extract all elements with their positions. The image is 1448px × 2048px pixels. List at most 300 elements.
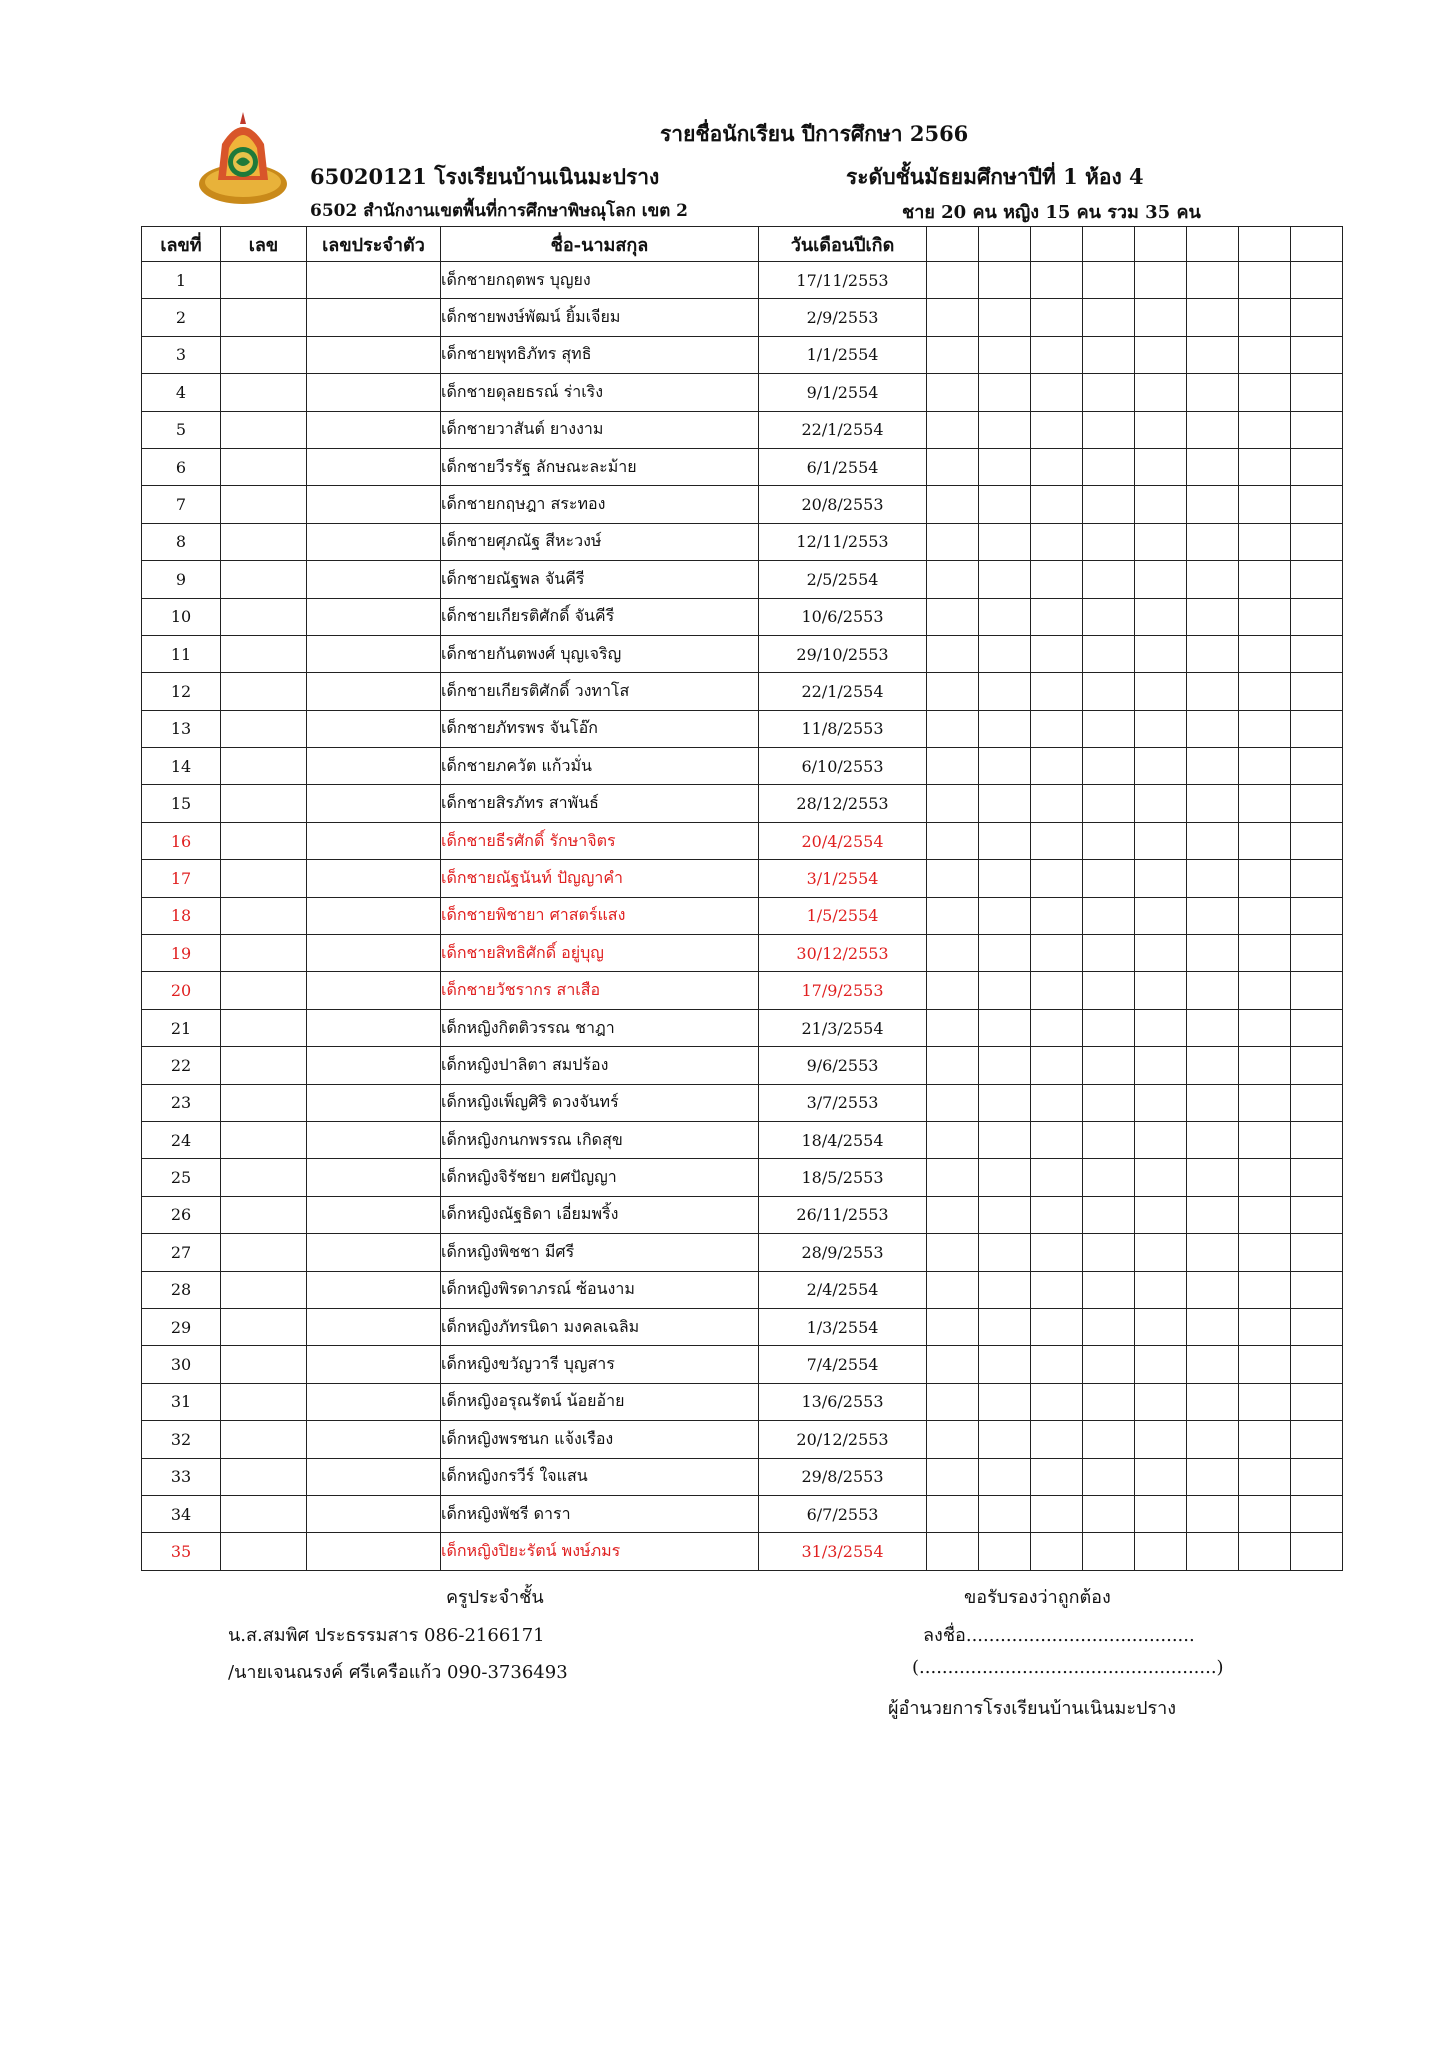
cell-blank	[1187, 673, 1239, 710]
cell-blank	[1031, 1308, 1083, 1345]
cell-blank	[1031, 1121, 1083, 1158]
cell-birth-date: 12/11/2553	[759, 523, 927, 560]
cell-code	[221, 561, 307, 598]
header-blank	[1083, 227, 1135, 262]
cell-student-id	[307, 1495, 441, 1532]
cell-student-id	[307, 411, 441, 448]
cell-student-id	[307, 1047, 441, 1084]
cell-blank	[927, 486, 979, 523]
cell-blank	[927, 1121, 979, 1158]
cell-blank	[1291, 1047, 1343, 1084]
cell-blank	[1291, 635, 1343, 672]
cell-full-name: เด็กชายพิชายา ศาสตร์แสง	[441, 897, 759, 934]
cell-blank	[1239, 1159, 1291, 1196]
cell-birth-date: 9/1/2554	[759, 374, 927, 411]
cell-code	[221, 411, 307, 448]
cell-student-id	[307, 1159, 441, 1196]
cell-blank	[1083, 1458, 1135, 1495]
cell-blank	[927, 860, 979, 897]
cell-blank	[979, 561, 1031, 598]
cell-code	[221, 486, 307, 523]
cell-blank	[1031, 897, 1083, 934]
cell-birth-date: 18/5/2553	[759, 1159, 927, 1196]
cell-blank	[1291, 1159, 1343, 1196]
cell-student-id	[307, 598, 441, 635]
table-row	[142, 523, 1343, 560]
cell-student-id	[307, 561, 441, 598]
cell-code	[221, 1383, 307, 1420]
cell-blank	[1187, 299, 1239, 336]
cell-blank	[1291, 411, 1343, 448]
cell-blank	[1135, 1121, 1187, 1158]
cell-blank	[1083, 1495, 1135, 1532]
cell-code	[221, 1084, 307, 1121]
cell-blank	[1135, 710, 1187, 747]
cell-blank	[1135, 336, 1187, 373]
cell-blank	[1187, 1009, 1239, 1046]
cell-blank	[1291, 673, 1343, 710]
cell-number: 31	[142, 1383, 221, 1420]
table-row	[142, 1047, 1343, 1084]
cell-student-id	[307, 935, 441, 972]
cell-blank	[979, 710, 1031, 747]
cell-blank	[1291, 822, 1343, 859]
cell-blank	[1239, 1308, 1291, 1345]
cell-blank	[1239, 374, 1291, 411]
cell-blank	[979, 598, 1031, 635]
cell-blank	[1239, 523, 1291, 560]
cell-number: 14	[142, 748, 221, 785]
cell-blank	[1135, 748, 1187, 785]
cell-blank	[1239, 822, 1291, 859]
header-blank	[927, 227, 979, 262]
header-blank	[1239, 227, 1291, 262]
table-row	[142, 1159, 1343, 1196]
cell-student-id	[307, 1458, 441, 1495]
cell-full-name: เด็กชายภควัต แก้วมั่น	[441, 748, 759, 785]
cell-blank	[1187, 1047, 1239, 1084]
cell-blank	[1031, 523, 1083, 560]
cell-blank	[1239, 1458, 1291, 1495]
cell-blank	[1083, 1234, 1135, 1271]
cell-blank	[1135, 523, 1187, 560]
cell-code	[221, 1047, 307, 1084]
cell-number: 10	[142, 598, 221, 635]
cell-student-id	[307, 972, 441, 1009]
document-title: รายชื่อนักเรียน ปีการศึกษา 2566	[660, 121, 969, 146]
cell-code	[221, 336, 307, 373]
cell-blank	[979, 1308, 1031, 1345]
teacher-contact-1: น.ส.สมพิศ ประธรรมสาร 086-2166171	[228, 1625, 545, 1646]
cell-birth-date: 1/5/2554	[759, 897, 927, 934]
cell-blank	[1135, 1421, 1187, 1458]
cell-blank	[1135, 1495, 1187, 1532]
cell-student-id	[307, 1084, 441, 1121]
cell-code	[221, 897, 307, 934]
cell-blank	[1187, 336, 1239, 373]
cell-blank	[1187, 635, 1239, 672]
cell-full-name: เด็กหญิงจิรัชยา ยศปัญญา	[441, 1159, 759, 1196]
cell-blank	[979, 1458, 1031, 1495]
cell-code	[221, 523, 307, 560]
cell-number: 4	[142, 374, 221, 411]
cell-number: 26	[142, 1196, 221, 1233]
cell-blank	[1239, 1084, 1291, 1121]
cell-birth-date: 26/11/2553	[759, 1196, 927, 1233]
table-row	[142, 1271, 1343, 1308]
cell-blank	[1187, 1495, 1239, 1532]
table-row	[142, 299, 1343, 336]
cell-blank	[1083, 1533, 1135, 1570]
cell-blank	[927, 1271, 979, 1308]
header-number: เลขที่	[142, 227, 221, 262]
table-row	[142, 374, 1343, 411]
cell-blank	[927, 1346, 979, 1383]
cell-blank	[1291, 336, 1343, 373]
cell-full-name: เด็กชายดุลยธรณ์ ร่าเริง	[441, 374, 759, 411]
cell-number: 9	[142, 561, 221, 598]
cell-code	[221, 1009, 307, 1046]
cell-blank	[1083, 1383, 1135, 1420]
cell-number: 18	[142, 897, 221, 934]
cell-birth-date: 3/1/2554	[759, 860, 927, 897]
table-row	[142, 1495, 1343, 1532]
cell-blank	[979, 822, 1031, 859]
cell-blank	[927, 1383, 979, 1420]
cell-full-name: เด็กหญิงพรชนก แจ้งเรือง	[441, 1421, 759, 1458]
cell-blank	[1291, 486, 1343, 523]
school-emblem-logo	[196, 106, 290, 206]
student-roster-table	[141, 226, 1343, 1571]
cell-blank	[1291, 785, 1343, 822]
cell-blank	[1291, 1196, 1343, 1233]
cell-full-name: เด็กหญิงภัทรนิดา มงคลเฉลิม	[441, 1308, 759, 1345]
cell-blank	[979, 897, 1031, 934]
cell-birth-date: 13/6/2553	[759, 1383, 927, 1420]
cell-student-id	[307, 822, 441, 859]
cell-blank	[927, 598, 979, 635]
cell-code	[221, 1346, 307, 1383]
cell-blank	[927, 1084, 979, 1121]
cell-number: 33	[142, 1458, 221, 1495]
cell-birth-date: 28/12/2553	[759, 785, 927, 822]
cell-number: 28	[142, 1271, 221, 1308]
cell-blank	[1031, 561, 1083, 598]
cell-full-name: เด็กชายพงษ์พัฒน์ ยิ้มเจียม	[441, 299, 759, 336]
cell-number: 2	[142, 299, 221, 336]
cell-blank	[1187, 710, 1239, 747]
cell-blank	[1083, 1308, 1135, 1345]
cell-blank	[1291, 448, 1343, 485]
cell-blank	[1239, 860, 1291, 897]
cell-blank	[979, 1234, 1031, 1271]
cell-blank	[1083, 1047, 1135, 1084]
cell-blank	[1239, 1346, 1291, 1383]
cell-blank	[1291, 523, 1343, 560]
cell-blank	[1083, 411, 1135, 448]
cell-blank	[927, 448, 979, 485]
cell-number: 17	[142, 860, 221, 897]
cell-blank	[1187, 1271, 1239, 1308]
header-blank	[1031, 227, 1083, 262]
cell-blank	[1135, 486, 1187, 523]
roster-body	[142, 262, 1343, 1571]
cell-blank	[1239, 1196, 1291, 1233]
cell-code	[221, 972, 307, 1009]
table-row	[142, 635, 1343, 672]
cell-blank	[979, 748, 1031, 785]
cell-blank	[1135, 860, 1187, 897]
cell-full-name: เด็กหญิงเพ็ญศิริ ดวงจันทร์	[441, 1084, 759, 1121]
cell-blank	[1135, 1159, 1187, 1196]
cell-full-name: เด็กหญิงกนกพรรณ เกิดสุข	[441, 1121, 759, 1158]
cell-blank	[1291, 935, 1343, 972]
cell-blank	[1187, 1159, 1239, 1196]
cell-blank	[1083, 748, 1135, 785]
cell-birth-date: 20/12/2553	[759, 1421, 927, 1458]
cell-number: 6	[142, 448, 221, 485]
cell-blank	[927, 1308, 979, 1345]
cell-blank	[979, 972, 1031, 1009]
cell-number: 7	[142, 486, 221, 523]
cell-student-id	[307, 710, 441, 747]
cell-blank	[1031, 262, 1083, 299]
cell-blank	[1083, 1271, 1135, 1308]
cell-blank	[1239, 1495, 1291, 1532]
cell-student-id	[307, 486, 441, 523]
cell-blank	[1031, 411, 1083, 448]
cell-blank	[1135, 411, 1187, 448]
cell-birth-date: 11/8/2553	[759, 710, 927, 747]
cell-blank	[1135, 1009, 1187, 1046]
cell-full-name: เด็กหญิงปิยะรัตน์ พงษ์ภมร	[441, 1533, 759, 1570]
cell-code	[221, 860, 307, 897]
table-row	[142, 860, 1343, 897]
cell-blank	[1291, 1346, 1343, 1383]
cell-blank	[1291, 561, 1343, 598]
cell-blank	[1291, 1009, 1343, 1046]
header-blank	[979, 227, 1031, 262]
cell-student-id	[307, 1009, 441, 1046]
cell-blank	[979, 1421, 1031, 1458]
cell-student-id	[307, 897, 441, 934]
cell-blank	[1291, 1308, 1343, 1345]
cell-blank	[979, 860, 1031, 897]
table-row	[142, 673, 1343, 710]
cell-blank	[1239, 785, 1291, 822]
cell-blank	[927, 1009, 979, 1046]
cell-blank	[1239, 1047, 1291, 1084]
cell-number: 34	[142, 1495, 221, 1532]
cell-code	[221, 1495, 307, 1532]
cell-student-id	[307, 1196, 441, 1233]
cell-blank	[1135, 1383, 1187, 1420]
cell-blank	[927, 262, 979, 299]
table-row	[142, 598, 1343, 635]
header-student-id: เลขประจำตัว	[307, 227, 441, 262]
table-row	[142, 1458, 1343, 1495]
cell-blank	[979, 411, 1031, 448]
cell-blank	[1291, 1383, 1343, 1420]
cell-blank	[1291, 972, 1343, 1009]
cell-full-name: เด็กชายณัฐนันท์ ปัญญาคำ	[441, 860, 759, 897]
header-blank	[1291, 227, 1343, 262]
cell-full-name: เด็กหญิงขวัญวารี บุญสาร	[441, 1346, 759, 1383]
cell-blank	[1031, 1421, 1083, 1458]
table-row	[142, 1533, 1343, 1570]
cell-full-name: เด็กชายเกียรติศักดิ์ จันคีรี	[441, 598, 759, 635]
table-row	[142, 897, 1343, 934]
cell-birth-date: 28/9/2553	[759, 1234, 927, 1271]
cell-birth-date: 1/1/2554	[759, 336, 927, 373]
cell-blank	[1187, 1308, 1239, 1345]
cell-student-id	[307, 523, 441, 560]
cell-blank	[979, 1346, 1031, 1383]
cell-blank	[1083, 561, 1135, 598]
cell-blank	[1083, 673, 1135, 710]
cell-code	[221, 448, 307, 485]
cell-blank	[1239, 598, 1291, 635]
cell-blank	[1083, 972, 1135, 1009]
cell-number: 27	[142, 1234, 221, 1271]
cell-blank	[1031, 1346, 1083, 1383]
cell-blank	[1135, 822, 1187, 859]
cell-blank	[1239, 1533, 1291, 1570]
cell-code	[221, 598, 307, 635]
cell-blank	[979, 523, 1031, 560]
table-row	[142, 1383, 1343, 1420]
cell-blank	[1031, 635, 1083, 672]
cell-code	[221, 748, 307, 785]
cell-blank	[927, 1159, 979, 1196]
signature-line: ลงชื่อ........................................	[923, 1625, 1195, 1646]
cell-code	[221, 1121, 307, 1158]
cell-birth-date: 29/8/2553	[759, 1458, 927, 1495]
cell-blank	[1291, 1234, 1343, 1271]
cell-blank	[1031, 486, 1083, 523]
cell-blank	[1031, 935, 1083, 972]
table-row	[142, 1346, 1343, 1383]
cell-number: 25	[142, 1159, 221, 1196]
cell-blank	[1135, 972, 1187, 1009]
cell-number: 11	[142, 635, 221, 672]
cell-number: 30	[142, 1346, 221, 1383]
cell-blank	[1239, 710, 1291, 747]
cell-student-id	[307, 262, 441, 299]
cell-blank	[1239, 748, 1291, 785]
cell-birth-date: 2/9/2553	[759, 299, 927, 336]
cell-blank	[1135, 1271, 1187, 1308]
cell-blank	[979, 785, 1031, 822]
cell-blank	[979, 1196, 1031, 1233]
cell-blank	[1031, 299, 1083, 336]
cell-blank	[1083, 1084, 1135, 1121]
cell-blank	[927, 1421, 979, 1458]
cell-blank	[1187, 1084, 1239, 1121]
cell-blank	[1291, 1421, 1343, 1458]
cell-blank	[1239, 336, 1291, 373]
cell-blank	[1031, 1159, 1083, 1196]
cell-blank	[1187, 822, 1239, 859]
cell-blank	[927, 1196, 979, 1233]
cell-number: 24	[142, 1121, 221, 1158]
cell-code	[221, 1159, 307, 1196]
cell-blank	[927, 897, 979, 934]
cell-full-name: เด็กชายพุทธิภัทร สุทธิ	[441, 336, 759, 373]
cell-number: 35	[142, 1533, 221, 1570]
cell-number: 1	[142, 262, 221, 299]
cell-code	[221, 673, 307, 710]
cell-blank	[1239, 1421, 1291, 1458]
cell-code	[221, 374, 307, 411]
cell-birth-date: 31/3/2554	[759, 1533, 927, 1570]
cell-blank	[1135, 1308, 1187, 1345]
cell-blank	[927, 1047, 979, 1084]
cell-code	[221, 935, 307, 972]
cell-full-name: เด็กชายกฤษฎา สระทอง	[441, 486, 759, 523]
cell-number: 15	[142, 785, 221, 822]
cell-blank	[1291, 374, 1343, 411]
cell-blank	[979, 1159, 1031, 1196]
cell-blank	[1083, 822, 1135, 859]
cell-blank	[1031, 1458, 1083, 1495]
cell-blank	[1135, 1533, 1187, 1570]
cell-full-name: เด็กชายกันตพงศ์ บุญเจริญ	[441, 635, 759, 672]
cell-blank	[1187, 1196, 1239, 1233]
class-level: ระดับชั้นมัธยมศึกษาปีที่ 1 ห้อง 4	[846, 164, 1144, 189]
cell-blank	[1187, 448, 1239, 485]
school-name: 65020121 โรงเรียนบ้านเนินมะปราง	[310, 164, 660, 189]
cell-number: 13	[142, 710, 221, 747]
cell-blank	[1187, 1234, 1239, 1271]
cell-number: 29	[142, 1308, 221, 1345]
table-row	[142, 972, 1343, 1009]
certification-text: ขอรับรองว่าถูกต้อง	[964, 1587, 1111, 1608]
cell-blank	[1291, 748, 1343, 785]
cell-blank	[1135, 598, 1187, 635]
cell-blank	[1187, 935, 1239, 972]
cell-blank	[979, 1495, 1031, 1532]
cell-blank	[1187, 897, 1239, 934]
cell-blank	[1135, 1458, 1187, 1495]
cell-code	[221, 1533, 307, 1570]
cell-number: 20	[142, 972, 221, 1009]
cell-blank	[1239, 673, 1291, 710]
cell-blank	[1031, 598, 1083, 635]
cell-code	[221, 785, 307, 822]
cell-birth-date: 9/6/2553	[759, 1047, 927, 1084]
cell-blank	[979, 448, 1031, 485]
cell-number: 21	[142, 1009, 221, 1046]
cell-blank	[1031, 1495, 1083, 1532]
cell-full-name: เด็กหญิงกรวีร์ ใจแสน	[441, 1458, 759, 1495]
cell-blank	[1083, 1196, 1135, 1233]
cell-blank	[979, 299, 1031, 336]
cell-blank	[1135, 673, 1187, 710]
cell-student-id	[307, 748, 441, 785]
cell-blank	[1187, 486, 1239, 523]
cell-blank	[927, 673, 979, 710]
cell-full-name: เด็กชายธีรศักดิ์ รักษาจิตร	[441, 822, 759, 859]
cell-blank	[1187, 1533, 1239, 1570]
cell-blank	[979, 935, 1031, 972]
cell-full-name: เด็กชายเกียรติศักดิ์ วงทาโส	[441, 673, 759, 710]
cell-blank	[1239, 897, 1291, 934]
cell-full-name: เด็กหญิงอรุณรัตน์ น้อยอ้าย	[441, 1383, 759, 1420]
cell-blank	[1135, 1346, 1187, 1383]
cell-blank	[1239, 1234, 1291, 1271]
cell-blank	[1187, 411, 1239, 448]
